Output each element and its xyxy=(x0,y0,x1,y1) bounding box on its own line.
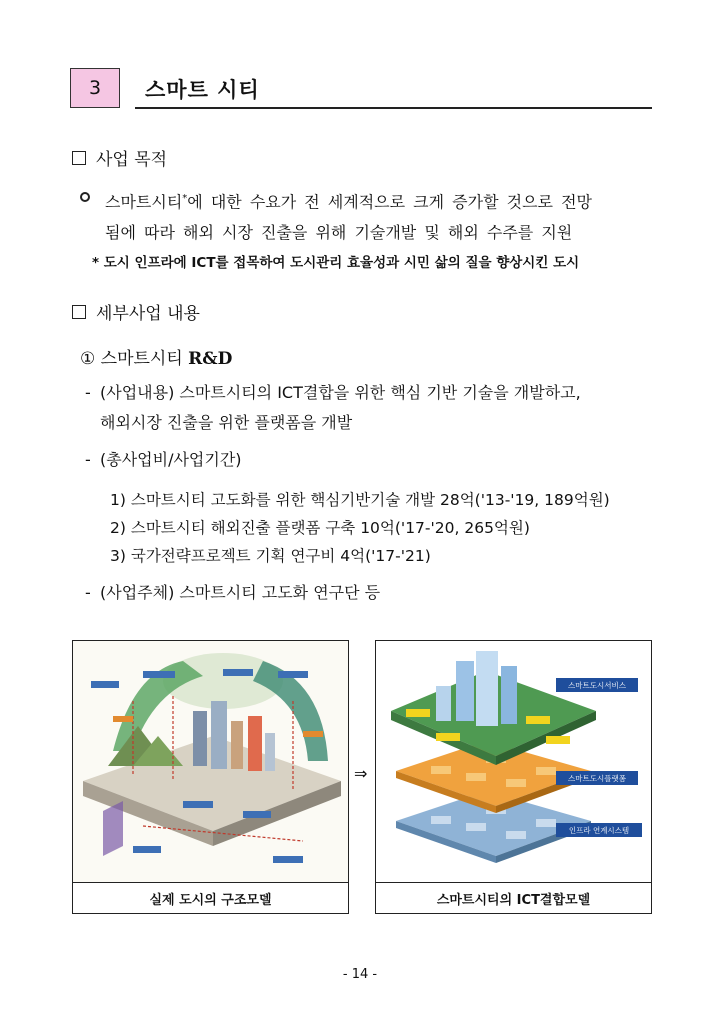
figure-ict-model xyxy=(375,640,652,914)
budget-row xyxy=(110,488,610,510)
purpose-bullet xyxy=(80,183,670,248)
circle-bullet-icon xyxy=(80,192,90,202)
dash-bullet: - xyxy=(85,450,91,469)
layer-label-platform: 스마트도시플랫폼 xyxy=(568,774,626,783)
content-item xyxy=(85,378,675,438)
layer-label-infra: 인프라 연계시스템 xyxy=(568,826,630,835)
budget-row-num: 2) xyxy=(110,519,126,537)
page-number: - 14 - xyxy=(342,967,378,982)
budget-row-num: 3) xyxy=(110,547,126,565)
section-number: 3 xyxy=(88,77,102,99)
budget-row-text: 스마트시티 해외진출 플랫폼 구축 10억('17-'20, 265억원) xyxy=(130,519,530,537)
left-figure-caption: 실제 도시의 구조모델 xyxy=(73,882,348,913)
budget-row xyxy=(110,544,431,566)
detail-heading-text: 세부사업 내용 xyxy=(96,304,200,324)
detail-heading xyxy=(72,299,200,324)
subheading-text: 스마트시티 xyxy=(100,349,189,369)
dash-bullet: - xyxy=(85,383,91,402)
content-line1: (사업내용) 스마트시티의 ICT결합을 위한 핵심 기반 기술을 개발하고, xyxy=(100,383,581,402)
budget-row-num: 1) xyxy=(110,491,126,509)
budget-row-text: 국가전략프로젝트 기획 연구비 4억('17-'21) xyxy=(130,547,431,565)
budget-item xyxy=(85,445,675,475)
budget-row-text: 스마트시티 고도화를 위한 핵심기반기술 개발 28억('13-'19, 189억원) xyxy=(130,491,610,509)
bullet-text-b: 에 대한 수요가 전 세계적으로 크게 증가할 것으로 전망 xyxy=(187,192,593,212)
subheading-rd xyxy=(80,344,232,369)
right-figure-caption: 스마트시티의 ICT결합모델 xyxy=(376,882,651,913)
subheading-rd-text: R&D xyxy=(188,349,233,369)
right-arrow-icon: ⇒ xyxy=(354,764,368,783)
section-title: 스마트 시티 xyxy=(145,78,260,102)
purpose-heading xyxy=(72,145,167,170)
budget-row xyxy=(110,516,530,538)
dash-bullet: - xyxy=(85,583,91,602)
circled-one-marker: ① xyxy=(80,349,96,369)
footnote-marker: * xyxy=(182,193,188,204)
bullet-text-line2: 됨에 따라 해외 시장 진출을 위해 기술개발 및 해외 수주를 지원 xyxy=(105,223,573,243)
section-number-box xyxy=(70,68,120,108)
city-structure-illustration xyxy=(73,641,348,883)
figure-city-structure xyxy=(72,640,349,914)
layer-label-service: 스마트도시서비스 xyxy=(568,681,626,690)
checkbox-square-icon xyxy=(72,151,86,165)
checkbox-square-icon xyxy=(72,305,86,319)
purpose-heading-text: 사업 목적 xyxy=(96,150,168,170)
ict-model-illustration xyxy=(376,641,651,883)
footnote: * 도시 인프라에 ICT를 접목하여 도시관리 효율성과 시민 삶의 질을 향상시킨 도시 xyxy=(92,255,580,271)
bullet-text-a: 스마트시티 xyxy=(105,192,183,212)
subject-text: (사업주체) 스마트시티 고도화 연구단 등 xyxy=(100,583,381,602)
subject-item xyxy=(85,578,675,608)
budget-label: (총사업비/사업기간) xyxy=(100,450,242,469)
section-rule xyxy=(135,107,652,109)
content-line2: 해외시장 진출을 위한 플랫폼을 개발 xyxy=(100,413,353,432)
